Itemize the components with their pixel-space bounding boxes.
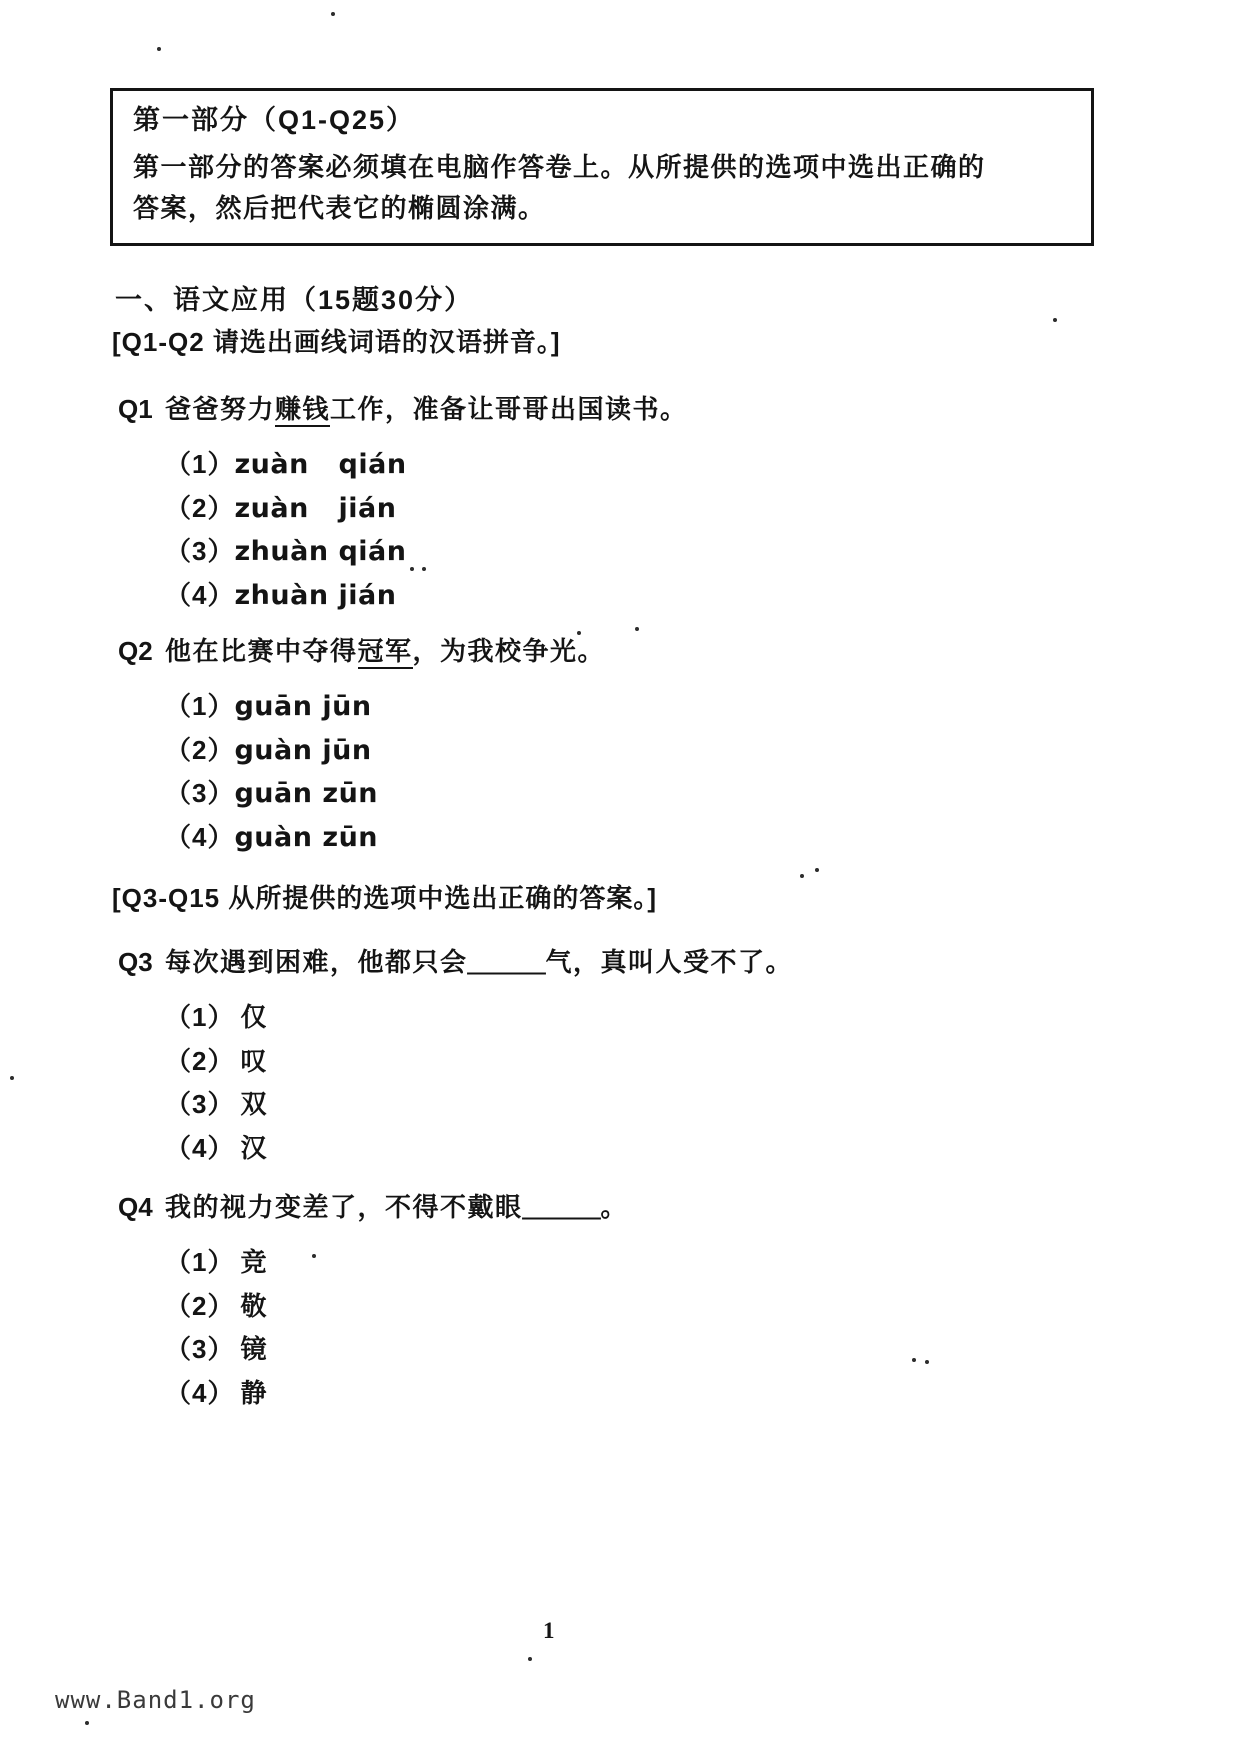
section-heading: 一、语文应用（15题30分） — [115, 285, 474, 315]
options-list — [165, 443, 688, 617]
question-id: Q2 — [118, 636, 153, 666]
option-row — [165, 1328, 628, 1372]
option-label: 双 — [240, 1089, 269, 1119]
option-label: zuàn jián — [234, 492, 397, 524]
header-instruction-line1: 第一部分的答案必须填在电脑作答卷上。从所提供的选项中选出正确的 — [133, 152, 986, 182]
underlined-word: 冠军 — [358, 636, 413, 669]
scan-speck — [85, 1721, 89, 1725]
option-number: （3） — [165, 1089, 235, 1119]
underlined-word: 赚钱 — [275, 394, 330, 427]
scan-speck — [528, 1657, 532, 1661]
scan-speck — [331, 12, 335, 16]
question-text-post: 工作，准备让哥哥出国读书。 — [330, 394, 688, 424]
question-text — [165, 1190, 628, 1224]
question-text-pre: 每次遇到困难，他都只会 — [165, 947, 468, 977]
scan-speck — [422, 567, 426, 571]
option-row — [165, 772, 605, 816]
scan-speck — [1053, 318, 1057, 322]
option-number: （2） — [165, 1290, 235, 1321]
option-number: （4） — [165, 1377, 235, 1408]
option-number: （3） — [165, 536, 235, 566]
option-label: 敬 — [240, 1290, 269, 1321]
option-label: 叹 — [240, 1045, 269, 1076]
scan-speck — [635, 627, 639, 631]
question-text-pre: 我的视力变差了，不得不戴眼 — [165, 1192, 523, 1222]
question-text — [165, 945, 793, 979]
option-row — [165, 1083, 793, 1127]
option-label: 静 — [240, 1377, 269, 1408]
options-list — [165, 1241, 628, 1415]
scan-speck — [912, 1358, 916, 1362]
question-block-q2 — [118, 634, 605, 859]
option-number: （1） — [165, 1002, 235, 1032]
question-text-pre: 爸爸努力 — [165, 394, 276, 424]
option-number: （1） — [165, 1247, 235, 1277]
option-number: （2） — [165, 1045, 235, 1076]
option-row — [165, 685, 605, 729]
option-number: （2） — [165, 734, 235, 765]
option-row — [165, 729, 605, 773]
question-block-q1 — [118, 392, 688, 617]
question-id: Q1 — [118, 394, 153, 424]
option-label: zuàn qián — [234, 449, 407, 480]
header-instruction-line2: 答案，然后把代表它的椭圆涂满。 — [133, 193, 546, 223]
option-label: 镜 — [240, 1334, 269, 1364]
question-block-q3 — [118, 945, 793, 1170]
option-label: guān jūn — [234, 691, 372, 722]
option-label: zhuàn qián — [234, 536, 407, 567]
option-number: （4） — [165, 579, 235, 610]
option-number: （3） — [165, 778, 235, 808]
option-row — [165, 574, 688, 618]
part-title: 第一部分（Q1-Q25） — [133, 105, 416, 135]
option-row — [165, 1372, 628, 1416]
option-number: （4） — [165, 821, 235, 852]
question-id: Q4 — [118, 1192, 153, 1222]
question-text-post: 气，真叫人受不了。 — [545, 947, 794, 977]
question-text — [165, 634, 605, 668]
scan-speck — [815, 868, 819, 872]
option-label: guān zūn — [234, 778, 379, 809]
option-row — [165, 1040, 793, 1084]
option-number: （2） — [165, 492, 235, 523]
question-id: Q3 — [118, 947, 153, 977]
option-row — [165, 1127, 793, 1171]
scan-speck — [10, 1076, 14, 1080]
scan-speck — [157, 47, 161, 51]
option-row — [165, 1285, 628, 1329]
question-block-q4 — [118, 1190, 628, 1415]
option-label: zhuàn jián — [234, 579, 397, 611]
instruction-q3-q15: [Q3-Q15 从所提供的选项中选出正确的答案。] — [112, 883, 658, 913]
scan-speck — [925, 1360, 929, 1364]
footer-url: www.Band1.org — [55, 1686, 256, 1714]
option-label: guàn zūn — [234, 821, 379, 853]
option-row — [165, 487, 688, 531]
options-list — [165, 685, 605, 859]
scan-speck — [577, 631, 581, 635]
option-number: （3） — [165, 1334, 235, 1364]
page-number: 1 — [543, 1618, 555, 1643]
question-text-pre: 他在比赛中夺得 — [165, 636, 358, 666]
option-label: 竞 — [240, 1247, 269, 1277]
instruction-q1-q2: [Q1-Q2 请选出画线词语的汉语拼音。] — [112, 327, 561, 357]
scan-speck — [800, 874, 804, 878]
option-row — [165, 443, 688, 487]
option-row — [165, 530, 688, 574]
option-row — [165, 996, 793, 1040]
option-label: 仅 — [240, 1002, 269, 1032]
question-text — [165, 392, 688, 426]
scan-speck — [410, 567, 414, 571]
option-number: （4） — [165, 1132, 235, 1163]
header-instruction-box — [110, 88, 1094, 246]
options-list — [165, 996, 793, 1170]
question-text-post: ，为我校争光。 — [412, 636, 606, 666]
answer-blank: ＿＿＿ — [522, 1192, 601, 1222]
answer-blank: ＿＿＿ — [467, 947, 546, 977]
option-number: （1） — [165, 449, 235, 479]
option-row — [165, 1241, 628, 1285]
option-row — [165, 816, 605, 860]
option-label: guàn jūn — [234, 734, 372, 766]
scan-speck — [312, 1254, 316, 1258]
question-text-post: 。 — [600, 1192, 629, 1222]
option-label: 汉 — [240, 1132, 269, 1163]
option-number: （1） — [165, 691, 235, 721]
